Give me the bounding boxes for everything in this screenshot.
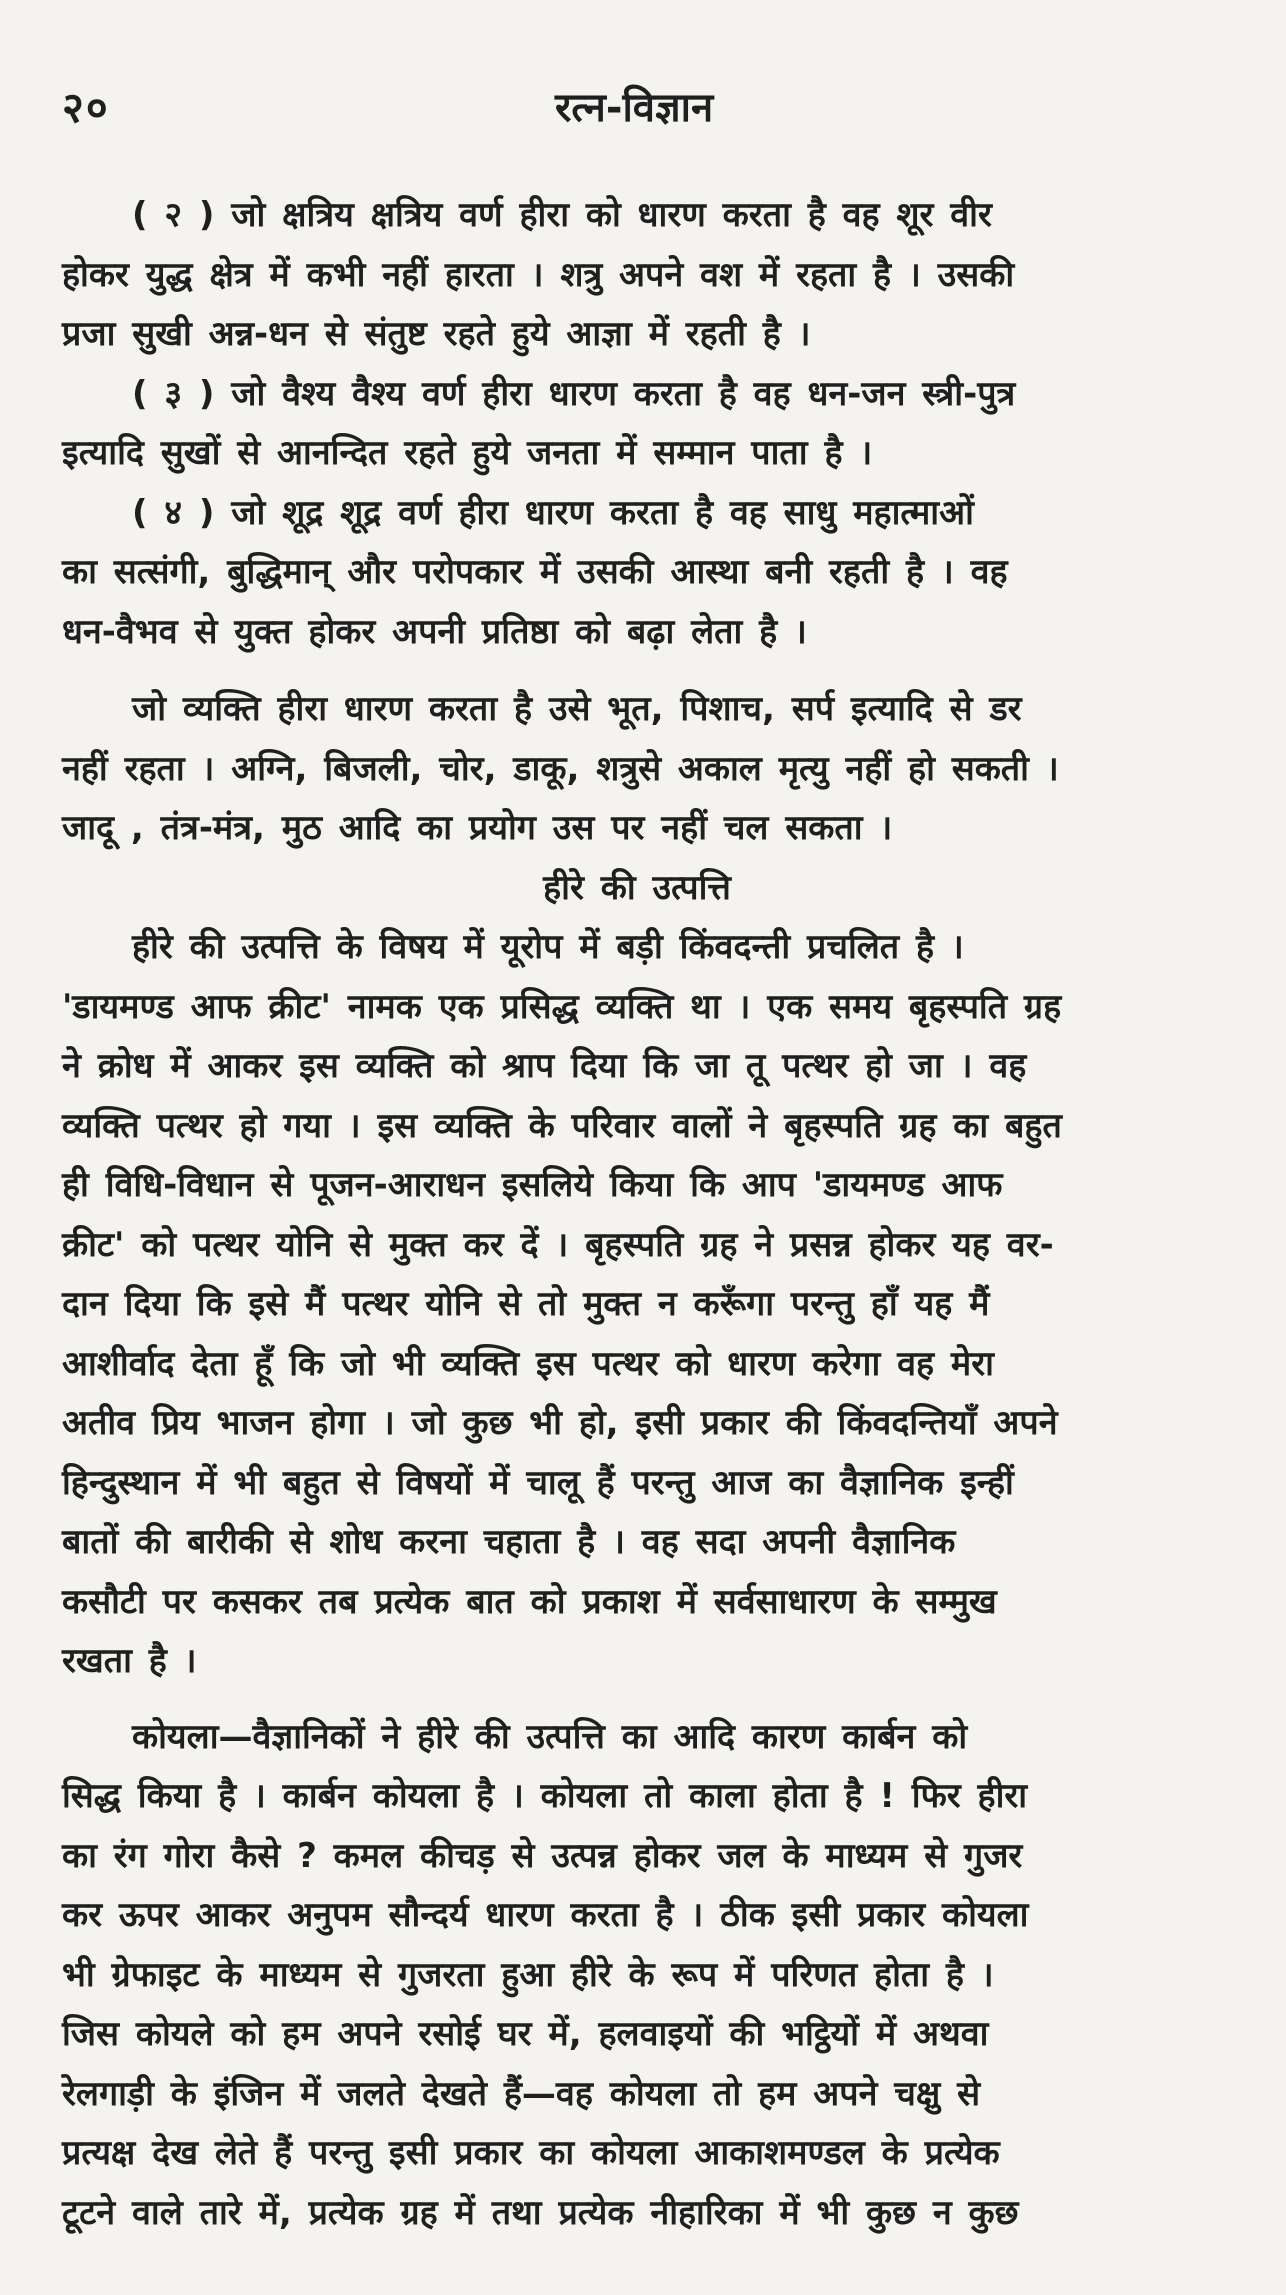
text-line: अतीव प्रिय भाजन होगा । जो कुछ भी हो, इसी प्रकार की किंवदन्तियाँ अपने <box>62 1403 1058 1443</box>
text-line: रखता है । <box>62 1641 197 1681</box>
text-line: ( ४ ) जो शूद्र शूद्र वर्ण हीरा धारण करता है वह साधु महात्माओं <box>132 492 974 533</box>
text-line: ही विधि-विधान से पूजन-आराधन इसलिये किया कि आप 'डायमण्ड आफ <box>62 1165 1003 1205</box>
paragraph-diamond-benefits <box>62 680 1212 859</box>
text-line: का सत्संगी, बुद्धिमान् और परोपकार में उसकी आस्था बनी रहती है । वह <box>62 552 1008 592</box>
running-head: रत्न-विज्ञान <box>555 85 714 131</box>
text-line: ( ३ ) जो वैश्य वैश्य वर्ण हीरा धारण करता है वह धन-जन स्त्री-पुत्र <box>132 373 1016 414</box>
paragraph-diamond-legend <box>62 918 1212 1692</box>
text-line: का रंग गोरा कैसे ? कमल कीचड़ से उत्पन्न होकर जल के माध्यम से गुजर <box>62 1835 1023 1876</box>
text-line: कसौटी पर कसकर तब प्रत्येक बात को प्रकाश में सर्वसाधारण के सम्मुख <box>62 1581 997 1622</box>
text-line: ( २ ) जो क्षत्रिय क्षत्रिय वर्ण हीरा को धारण करता है वह शूर वीर <box>132 195 992 235</box>
text-line: जिस कोयले को हम अपने रसोई घर में, हलवाइयों की भट्ठियों में अथवा <box>62 2014 989 2054</box>
text-line: प्रजा सुखी अन्न-धन से संतुष्ट रहते हुये आज्ञा में रहती है । <box>62 314 811 354</box>
text-line: व्यक्ति पत्थर हो गया । इस व्यक्ति के परिवार वालों ने बृहस्पति ग्रह का बहुत <box>62 1105 1062 1146</box>
text-line: दान दिया कि इसे मैं पत्थर योनि से तो मुक्त न करूँगा परन्तु हाँ यह मैं <box>62 1284 990 1324</box>
text-line: कर ऊपर आकर अनुपम सौन्दर्य धारण करता है । ठीक इसी प्रकार कोयला <box>62 1895 1029 1935</box>
text-line: टूटने वाले तारे में, प्रत्येक ग्रह में तथा प्रत्येक नीहारिका में भी कुछ न कुछ <box>62 2192 1019 2233</box>
text-line: हिन्दुस्थान में भी बहुत से विषयों में चालू हैं परन्तु आज का वैज्ञानिक इन्हीं <box>62 1462 1014 1503</box>
paragraph-shudra-diamond <box>62 484 1212 663</box>
text-line: जादू , तंत्र-मंत्र, मुठ आदि का प्रयोग उस पर नहीं चल सकता । <box>62 808 893 848</box>
paragraph-kshatriya-diamond <box>62 186 1212 365</box>
text-line: भी ग्रेफाइट के माध्यम से गुजरता हुआ हीरे के रूप में परिणत होता है । <box>62 1954 994 1995</box>
text-line: जो व्यक्ति हीरा धारण करता है उसे भूत, पिशाच, सर्प इत्यादि से डर <box>132 689 1022 729</box>
text-line: होकर युद्ध क्षेत्र में कभी नहीं हारता । शत्रु अपने वश में रहता है । उसकी <box>62 254 1015 295</box>
text-line: धन-वैभव से युक्त होकर अपनी प्रतिष्ठा को बढ़ा लेता है । <box>62 611 807 652</box>
text-line: ने क्रोध में आकर इस व्यक्ति को श्राप दिया कि जा तू पत्थर हो जा । वह <box>62 1046 1027 1086</box>
text-line: कोयला—वैज्ञानिकों ने हीरे की उत्पत्ति का आदि कारण कार्बन को <box>132 1716 968 1757</box>
text-line: प्रत्यक्ष देख लेते हैं परन्तु इसी प्रकार का कोयला आकाशमण्डल के प्रत्येक <box>62 2133 1000 2173</box>
paragraph-coal-origin <box>62 1708 1212 2244</box>
section-heading: हीरे की उत्पत्ति <box>543 867 731 908</box>
text-line: सिद्ध किया है । कार्बन कोयला है । कोयला तो काला होता है ! फिर हीरा <box>62 1776 1028 1816</box>
text-line: नहीं रहता । अग्नि, बिजली, चोर, डाकू, शत्रुसे अकाल मृत्यु नहीं हो सकती । <box>62 748 1059 789</box>
text-line: 'डायमण्ड आफ क्रीट' नामक एक प्रसिद्ध व्यक्ति था । एक समय बृहस्पति ग्रह <box>62 986 1062 1027</box>
body-text <box>62 186 1212 2243</box>
text-line: क्रीट' को पत्थर योनि से मुक्त कर दें । बृहस्पति ग्रह ने प्रसन्न होकर यह वर- <box>62 1224 1054 1265</box>
text-line: बातों की बारीकी से शोध करना चहाता है । वह सदा अपनी वैज्ञानिक <box>62 1522 956 1562</box>
text-line: आशीर्वाद देता हूँ कि जो भी व्यक्ति इस पत्थर को धारण करेगा वह मेरा <box>62 1343 994 1384</box>
text-line: हीरे की उत्पत्ति के विषय में यूरोप में बड़ी किंवदन्ती प्रचलित है । <box>132 927 964 967</box>
paragraph-vaishya-diamond <box>62 365 1212 484</box>
text-line: रेलगाड़ी के इंजिन में जलते देखते हैं—वह कोयला तो हम अपने चक्षु से <box>62 2073 981 2114</box>
page-number: २० <box>62 83 110 132</box>
text-line: इत्यादि सुखों से आनन्दित रहते हुये जनता में सम्मान पाता है । <box>62 433 873 473</box>
